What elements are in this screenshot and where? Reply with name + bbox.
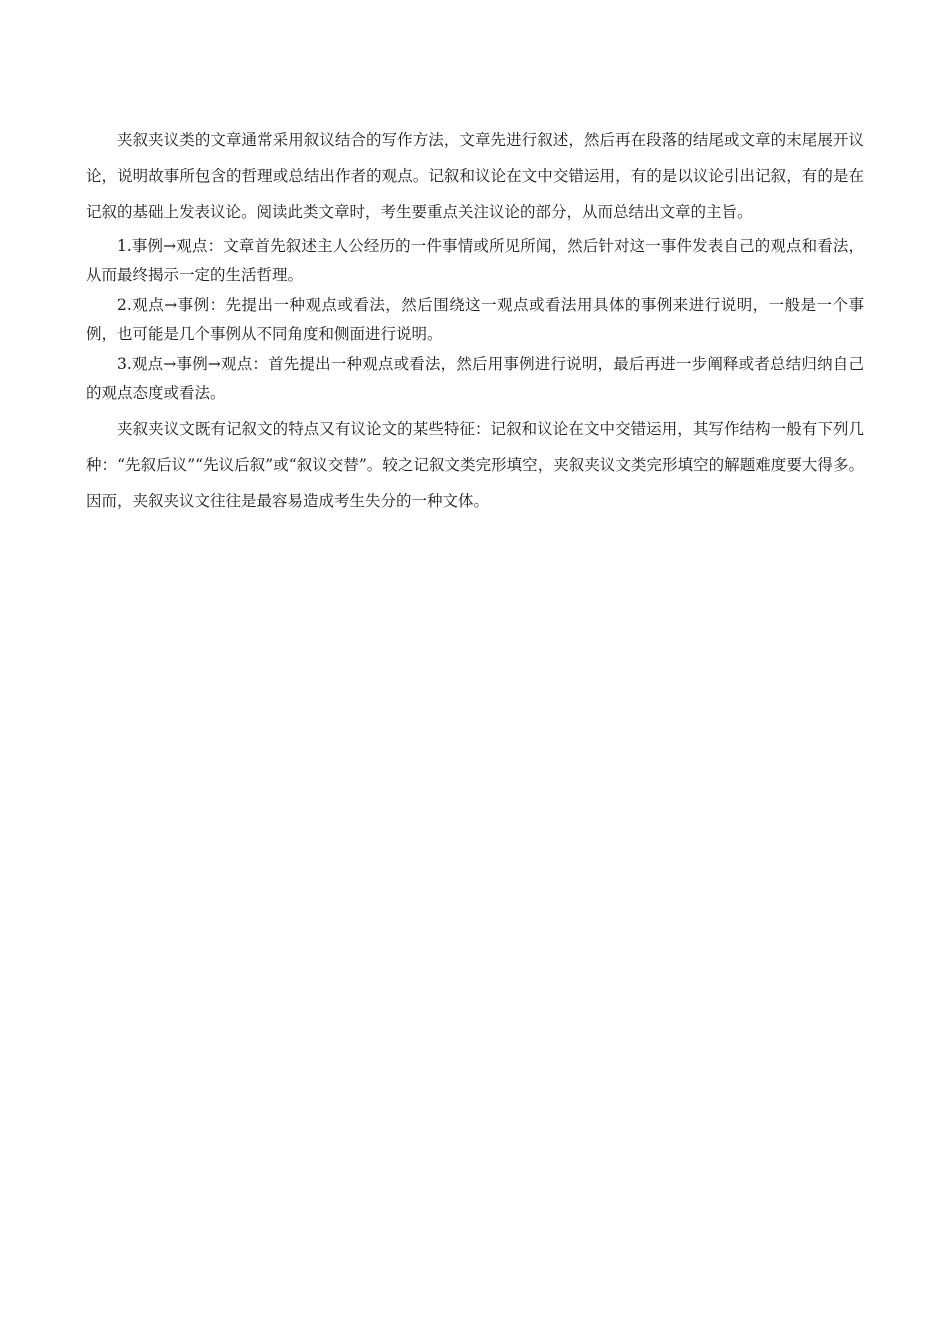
structure-item-2: 2.观点→事例：先提出一种观点或看法，然后围绕这一观点或看法用具体的事例来进行说明，一般是一个事例，也可能是几个事例从不同角度和侧面进行说明。 bbox=[86, 296, 864, 343]
structure-item-3: 3.观点→事例→观点：首先提出一种观点或看法，然后用事例进行说明，最后再进一步阐释或者总结归纳自己的观点态度或看法。 bbox=[86, 355, 864, 402]
structure-item-1: 1.事例→观点：文章首先叙述主人公经历的一件事情或所见所闻，然后针对这一事件发表自己的观点和看法，从而最终揭示一定的生活哲理。 bbox=[86, 237, 864, 284]
intro-paragraph: 夹叙夹议类的文章通常采用叙议结合的写作方法，文章先进行叙述，然后再在段落的结尾或文章的末尾展开议论，说明故事所包含的哲理或总结出作者的观点。记叙和议论在文中交错运用，有的是以议论引出记叙，有的是在记叙的基础上发表议论。阅读此类文章时，考生要重点关注议论的部分，从而总结出文章的主旨。 bbox=[86, 131, 864, 221]
document-body bbox=[86, 122, 864, 519]
conclusion-paragraph: 夹叙夹议文既有记叙文的特点又有议论文的某些特征：记叙和议论在文中交错运用，其写作结构一般有下列几种：“先叙后议”“先议后叙”或“叙议交替”。较之记叙文类完形填空，夹叙夹议文类完形填空的解题难度要大得多。因而，夹叙夹议文往往是最容易造成考生失分的一种文体。 bbox=[86, 420, 864, 510]
